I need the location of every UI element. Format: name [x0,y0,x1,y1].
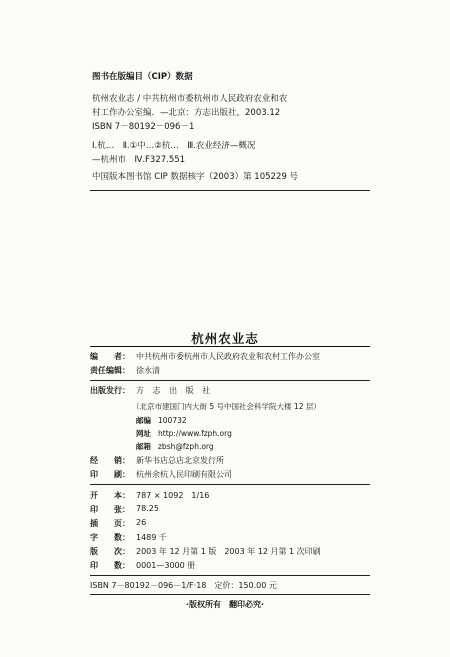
spec-label-words: 字 数： [90,533,130,542]
email-row [136,441,214,452]
spec-label-plates: 插 页： [90,519,130,528]
spec-label-format: 开 本： [90,491,130,500]
editor-row [90,365,160,376]
compiler-row [90,351,320,362]
cip-number: 中国版本图书馆 CIP 数据核字（2003）第 105229 号 [92,172,298,182]
spec-label-sheets: 印 张： [90,505,130,514]
spec-row [90,532,167,543]
spec-value-copies: 0001—3000 册 [136,561,196,570]
postcode-value: 100732 [158,416,187,425]
postcode-row [136,415,187,426]
cip-isbn: ISBN 7－80192－096－1 [92,122,195,132]
cip-subjects-line1: Ⅰ.杭… Ⅱ.①中…②杭… Ⅲ.农业经济—概况 [92,141,256,151]
isbn-price: ISBN 7－80192－096－1/F·18 定价：150.00 元 [90,581,277,590]
spec-value-plates: 26 [136,518,147,527]
rights-notice: ·版权所有 翻印必究· [185,600,265,609]
publisher-name: 方 志 出 版 社 [136,386,214,395]
spec-row [90,546,321,557]
spec-value-format: 787 × 1092 1/16 [136,491,210,500]
seller-label: 经 销： [90,456,130,465]
website-label: 网址 [136,429,151,438]
compiler-label: 编 者： [90,352,130,361]
email-value[interactable]: zbsh@fzph.org [158,442,214,451]
seller-row [90,455,224,466]
spec-value-words: 1489 千 [136,533,167,542]
email-label: 邮箱 [136,442,151,451]
spec-label-copies: 印 数： [90,561,130,570]
cip-heading: 图书在版编目（CIP）数据 [92,72,193,82]
publisher-label: 出版发行： [90,386,130,395]
editor-label: 责任编辑： [90,366,130,375]
publisher-address: （北京市建国门内大街 5 号中国社会科学院大楼 12 层） [132,402,321,411]
cip-line1: 杭州农业志 / 中共杭州市委杭州市人民政府农业和农 [92,94,288,104]
spec-row [90,518,146,529]
title-divider [90,346,370,347]
editor-value: 徐永清 [136,366,160,375]
book-title: 杭州农业志 [191,331,259,346]
cip-line2: 村工作办公室编．—北京：方志出版社，2003.12 [92,108,281,118]
cip-subjects-line2: —杭州市 Ⅳ.F327.551 [92,155,186,165]
publisher-row [90,385,213,396]
printer-label: 印 刷： [90,470,130,479]
divider-1 [90,380,370,381]
divider-2 [90,484,370,485]
price-line [90,580,277,591]
divider-4 [90,594,370,595]
spec-row [90,490,209,501]
website-row [136,428,232,439]
printer-row [90,469,232,480]
compiler-value: 中共杭州市委杭州市人民政府农业和农村工作办公室 [136,352,320,361]
cip-divider [90,190,370,191]
printer-value: 杭州余杭人民印刷有限公司 [136,470,232,479]
spec-value-edition: 2003 年 12 月第 1 版 2003 年 12 月第 1 次印刷 [136,547,321,556]
seller-value: 新华书店总店北京发行所 [136,456,224,465]
divider-3 [90,575,370,576]
spec-row [90,504,159,515]
spec-row [90,560,195,571]
postcode-label: 邮编 [136,416,151,425]
spec-value-sheets: 78.25 [136,504,159,513]
website-value[interactable]: http://www.fzph.org [158,429,232,438]
spec-label-edition: 版 次： [90,547,130,556]
